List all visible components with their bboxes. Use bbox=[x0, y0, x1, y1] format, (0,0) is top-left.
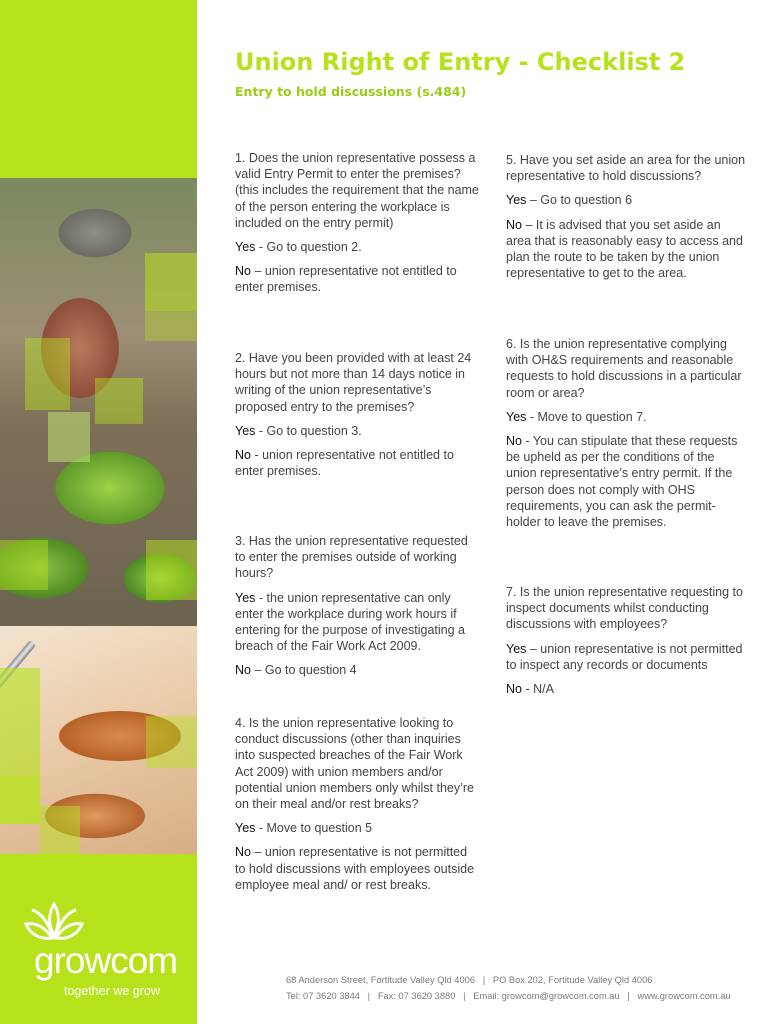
checklist-left-column bbox=[235, 150, 480, 893]
answer-text: - union representative not entitled to enter premises. bbox=[235, 448, 454, 479]
answer-yes bbox=[235, 423, 480, 439]
answer-text: – Go to question 6 bbox=[526, 193, 633, 208]
answer-no bbox=[506, 681, 746, 697]
answer-keyword: No bbox=[506, 682, 522, 697]
page-title: Union Right of Entry - Checklist 2 bbox=[235, 48, 686, 76]
checklist-item-4 bbox=[235, 715, 480, 893]
decor-square bbox=[40, 806, 80, 854]
answer-no bbox=[235, 844, 480, 893]
checklist-item-5 bbox=[506, 152, 746, 336]
answer-text: – union representative is not permitted to inspect any records or documents bbox=[506, 641, 743, 672]
question-text: 4. Is the union representative looking to conduct discussions (other than inquiries into suspected breaches of the Fair Work Act 2009) with union members and/or potential union members only whilst they’re on their meal and/or rest breaks? bbox=[235, 716, 475, 812]
answer-keyword: Yes bbox=[235, 240, 256, 255]
checklist-right-column bbox=[506, 152, 746, 697]
decor-square bbox=[95, 378, 143, 424]
decor-square bbox=[145, 253, 197, 311]
decor-square bbox=[0, 540, 48, 590]
answer-yes bbox=[506, 192, 746, 208]
answer-yes bbox=[235, 590, 480, 655]
answer-text: - Move to question 7. bbox=[526, 409, 647, 424]
checklist-item-7 bbox=[506, 584, 746, 697]
answer-text: - You can stipulate that these requests be upheld as per the conditions of the union representative’s entry permit. If the person does not comply with OHS requirements, you can ask the permit-holder to leave the premises. bbox=[506, 434, 738, 530]
decor-square bbox=[0, 776, 40, 824]
question-text: 3. Has the union representative requested to enter the premises outside of working hours? bbox=[235, 534, 468, 581]
decor-square bbox=[25, 338, 70, 410]
answer-no bbox=[506, 433, 746, 530]
contact-footer bbox=[286, 972, 746, 1004]
answer-keyword: No bbox=[235, 845, 251, 860]
answer-text: – It is advised that you set aside an area that is reasonably easy to access and plan the route to be taken by the union representative to get to the area. bbox=[506, 217, 743, 281]
question-text: 7. Is the union representative requesting to inspect documents whilst conducting discussions with employees? bbox=[506, 585, 743, 632]
footer-contact: Tel: 07 3620 3844 | Fax: 07 3620 3880 | Email: growcom@growcom.com.au | www.growcom.com.au bbox=[286, 991, 731, 1001]
answer-text: – Go to question 4 bbox=[250, 663, 357, 678]
decor-square bbox=[145, 311, 197, 341]
decor-square bbox=[0, 668, 40, 776]
answer-yes bbox=[235, 820, 480, 836]
logo-tagline: together we grow bbox=[64, 984, 160, 998]
answer-yes bbox=[506, 409, 746, 425]
logo-name: growcom bbox=[34, 940, 178, 981]
answer-text: – union representative not entitled to enter premises. bbox=[235, 264, 457, 295]
question-text: 6. Is the union representative complying with OH&S requirements and reasonable requests to hold discussions in a particular room or area? bbox=[506, 337, 742, 400]
answer-keyword: No bbox=[506, 434, 522, 449]
answer-keyword: Yes bbox=[506, 641, 527, 656]
answer-keyword: No bbox=[235, 448, 251, 463]
answer-keyword: Yes bbox=[235, 590, 256, 605]
question-text: 2. Have you been provided with at least 24 hours but not more than 14 days notice in writing of the union representative’s proposed entry to the premises? bbox=[235, 351, 472, 414]
answer-text: - Move to question 5 bbox=[255, 821, 373, 836]
decor-square bbox=[48, 412, 90, 462]
page-subtitle: Entry to hold discussions (s.484) bbox=[235, 84, 467, 99]
answer-text: – union representative is not permitted to hold discussions with employees outside employee meal and/ or rest breaks. bbox=[235, 845, 475, 892]
answer-text: - the union representative can only enter the workplace during work hours if entering for the purpose of investigating a breach of the Fair Work Act 2009. bbox=[235, 590, 466, 654]
answer-text: - Go to question 2. bbox=[255, 240, 362, 255]
answer-yes bbox=[506, 641, 746, 673]
checklist-item-1 bbox=[235, 150, 480, 350]
checklist-item-6 bbox=[506, 336, 746, 584]
answer-no bbox=[235, 447, 480, 479]
answer-text: - N/A bbox=[521, 682, 554, 697]
answer-keyword: Yes bbox=[235, 423, 256, 438]
answer-keyword: Yes bbox=[235, 821, 256, 836]
answer-keyword: No bbox=[235, 663, 251, 678]
answer-no bbox=[235, 263, 480, 295]
decor-square bbox=[146, 716, 197, 768]
question-text: 5. Have you set aside an area for the union representative to hold discussions? bbox=[506, 153, 746, 184]
answer-no bbox=[506, 217, 746, 282]
checklist-item-3 bbox=[235, 533, 480, 715]
question-text: 1. Does the union representative possess a valid Entry Permit to enter the premises? (this includes the requirement that the name of the person entering the workplace is included on the entry permit) bbox=[235, 151, 479, 230]
side-band bbox=[0, 0, 197, 1024]
answer-keyword: Yes bbox=[506, 409, 527, 424]
answer-yes bbox=[235, 239, 480, 255]
decor-square bbox=[146, 540, 197, 600]
answer-keyword: Yes bbox=[506, 193, 527, 208]
answer-no bbox=[235, 662, 480, 678]
checklist-item-2 bbox=[235, 350, 480, 533]
answer-text: - Go to question 3. bbox=[255, 423, 362, 438]
answer-keyword: No bbox=[506, 217, 522, 232]
footer-address: 68 Anderson Street, Fortitude Valley Qld 4006 | PO Box 202, Fortitude Valley Qld 4006 bbox=[286, 975, 653, 985]
answer-keyword: No bbox=[235, 264, 251, 279]
